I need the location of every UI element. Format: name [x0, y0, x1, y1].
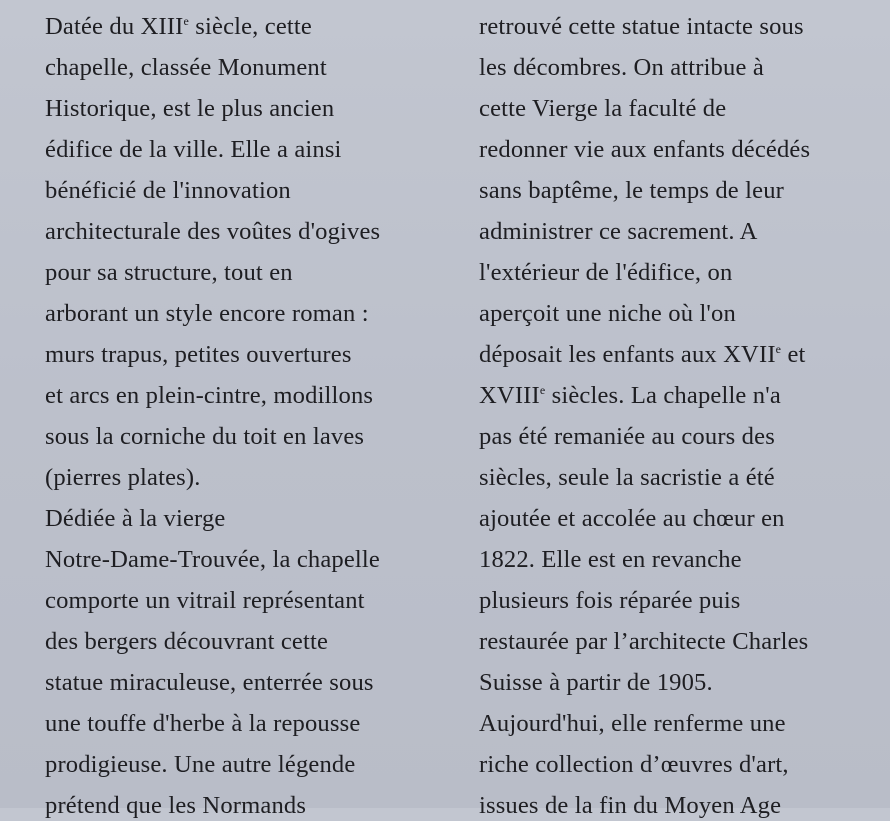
text-line: chapelle, classée Monument: [45, 54, 327, 81]
text-line: l'extérieur de l'édifice, on: [479, 259, 733, 286]
text-line: sous la corniche du toit en laves: [45, 423, 365, 450]
text-line: pas été remaniée au cours des: [479, 423, 775, 450]
text-line: déposait les enfants aux XVIIe et: [479, 341, 806, 368]
text-line: statue miraculeuse, enterrée sous: [45, 669, 374, 696]
text-line: aperçoit une niche où l'on: [479, 300, 736, 327]
text-line: Historique, est le plus ancien: [45, 95, 335, 122]
text-line: Notre-Dame-Trouvée, la chapelle: [45, 546, 380, 573]
text-line: pour sa structure, tout en: [45, 259, 293, 286]
text-line: les décombres. On attribue à: [479, 54, 764, 81]
text-line: et arcs en plein-cintre, modillons: [45, 382, 374, 409]
text-line: Suisse à partir de 1905.: [479, 669, 713, 696]
text-line: issues de la fin du Moyen Age: [479, 792, 782, 819]
text-line: édifice de la ville. Elle a ainsi: [45, 136, 342, 163]
text-line: Datée du XIIIe siècle, cette: [45, 13, 312, 40]
text-line: plusieurs fois réparée puis: [479, 587, 741, 614]
text-line: une touffe d'herbe à la repousse: [45, 710, 361, 737]
text-line: administrer ce sacrement. A: [479, 218, 758, 245]
text-line: ajoutée et accolée au chœur en: [479, 505, 785, 532]
text-line: prodigieuse. Une autre légende: [45, 751, 356, 778]
text-line: arborant un style encore roman :: [45, 300, 369, 327]
text-line: riche collection d’œuvres d'art,: [479, 751, 789, 778]
text-line: XVIIIe siècles. La chapelle n'a: [479, 382, 781, 409]
text-line: (pierres plates).: [45, 464, 201, 491]
text-line: redonner vie aux enfants décédés: [479, 136, 811, 163]
text-line: retrouvé cette statue intacte sous: [479, 13, 804, 40]
text-line: architecturale des voûtes d'ogives: [45, 218, 381, 245]
text-line: restaurée par l’architecte Charles: [479, 628, 809, 655]
text-line: prétend que les Normands: [45, 792, 307, 819]
text-line: Dédiée à la vierge: [45, 505, 226, 532]
text-line: sans baptême, le temps de leur: [479, 177, 784, 204]
text-line: 1822. Elle est en revanche: [479, 546, 742, 573]
text-line: murs trapus, petites ouvertures: [45, 341, 352, 368]
text-line: cette Vierge la faculté de: [479, 95, 727, 122]
text-line: siècles, seule la sacristie a été: [479, 464, 775, 491]
text-line: bénéficié de l'innovation: [45, 177, 291, 204]
text-line: des bergers découvrant cette: [45, 628, 329, 655]
text-line: comporte un vitrail représentant: [45, 587, 365, 614]
text-line: Aujourd'hui, elle renferme une: [479, 710, 786, 737]
